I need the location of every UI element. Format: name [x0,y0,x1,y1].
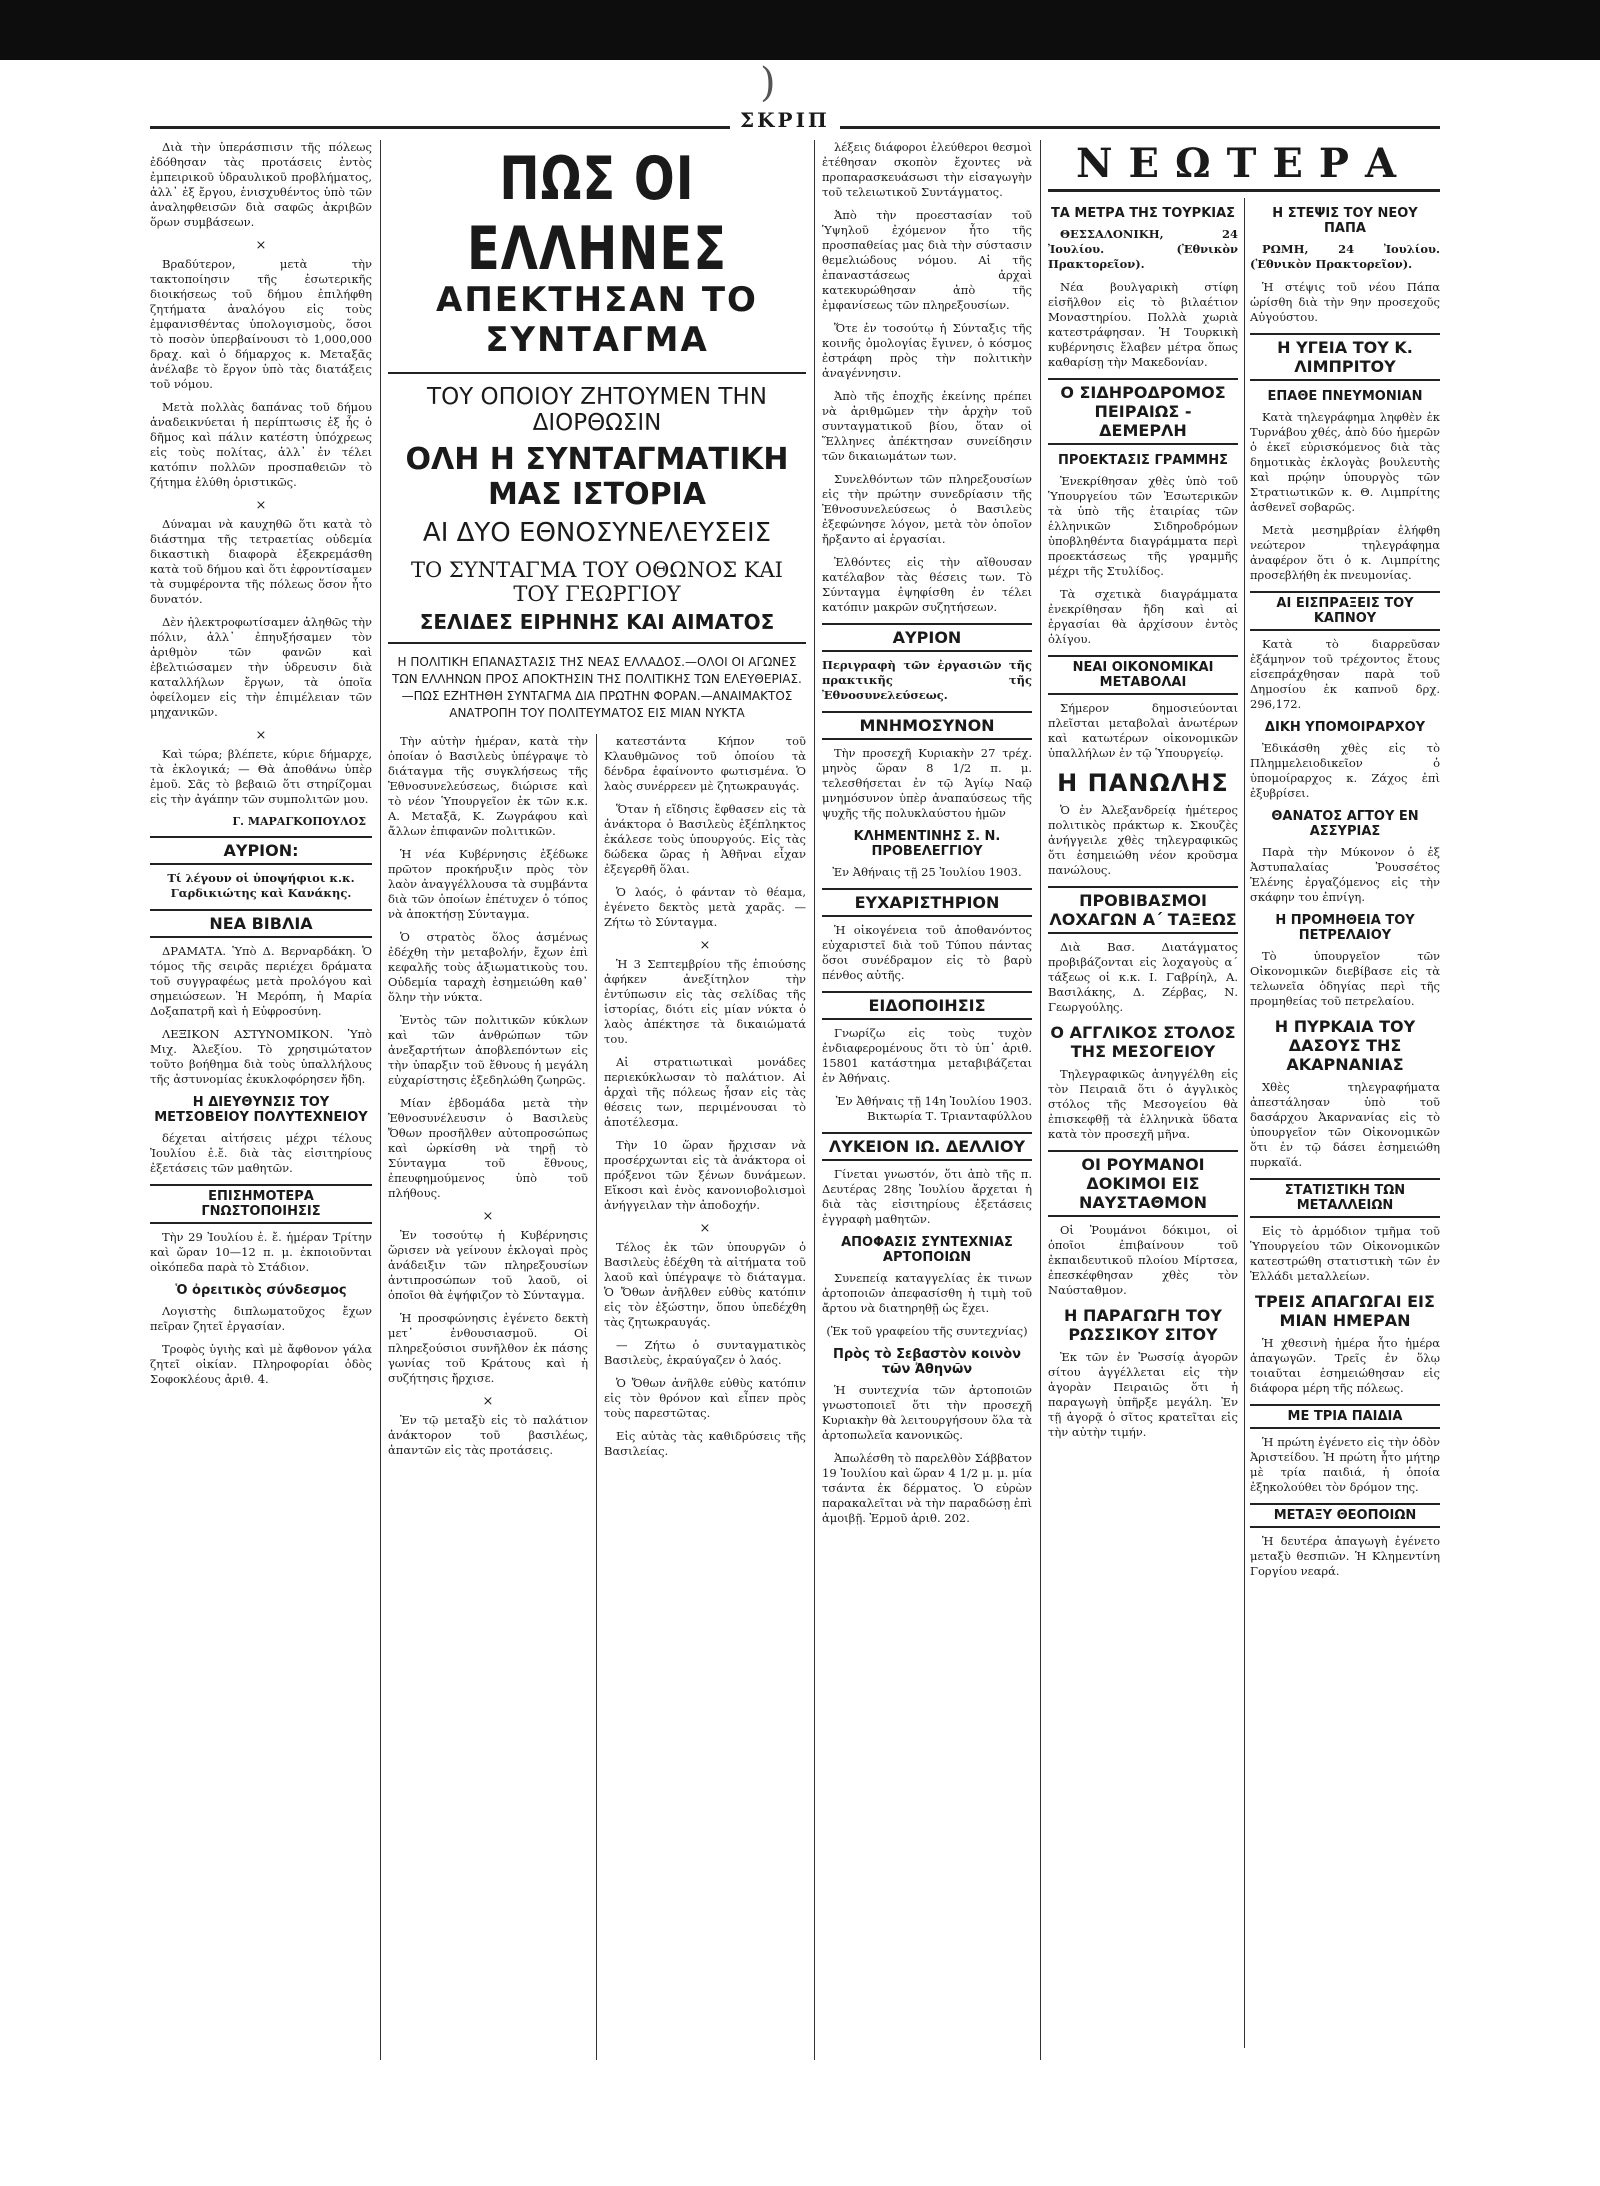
news-text: Ἡ πρώτη ἐγένετο εἰς τὴν ὁδὸν Ἀριστείδου. Ἡ πρώτη ἦτο μήτηρ μὲ τρία παιδιά, ἡ ὁποία ἐξηκολούθει τὸν δρόμον της. [1250,1435,1440,1494]
author-signature: Γ. ΜΑΡΑΓΚΟΠΟΥΛΟΣ [232,815,366,828]
new-books-heading: ΝΕΑ ΒΙΒΛΙΑ [150,909,372,938]
thanks-text: Ἡ οἰκογένεια τοῦ ἀποθανόντος εὐχαριστεῖ διὰ τοῦ Τύπου πάντας ὅσοι συνέδραμον εἰς τὸ βαρὺ πένθος αὐτῆς. [822,923,1032,982]
news-text: Νέα βουλγαρικὴ στίφη εἰσῆλθον εἰς τὸ βιλαέτιον Μοναστηρίου. Πολλὰ χωριὰ κατεστράφησαν. Ἡ Τουρκικὴ κυβέρνησις ἔλαβεν μέτρα ὅπως καθαρίσῃ τὴν Μακεδονίαν. [1048,280,1238,369]
news-subheading: ΜΕ ΤΡΙΑ ΠΑΙΔΙΑ [1250,1404,1440,1429]
news-text: Παρὰ τὴν Μύκονον ὁ ἐξ Ἀστυπαλαίας Ῥουσσέτος Ἐλένης ἐργαζόμενος εἰς τὴν σκάφην του ἐπνίγη. [1250,845,1440,904]
fold-mark: ) [760,60,776,106]
lost-item-ad: Ἀπωλέσθη τὸ παρελθὸν Σάββατον 19 Ἰουλίου καὶ ὥραν 4 1/2 μ. μ. μία τσάντα ἐκ δέρματος. Ὁ εὑρὼν παρακαλεῖται νὰ τὴν παραδώσῃ ἐπὶ ἀμοιβῇ. Ἑρμοῦ ἀριθ. 202. [822,1451,1032,1525]
bakers-public-text: Ἡ συντεχνία τῶν ἀρτοποιῶν γνωστοποιεῖ ὅτι τὴν προσεχῆ Κυριακὴν θὰ λειτουργήσουν ὅλα τὰ ἀρτοπωλεῖα κανονικῶς. [822,1383,1032,1442]
news-text: Χθὲς τηλεγραφήματα ἀπεστάλησαν ὑπὸ τοῦ δασάρχου Ἀκαρνανίας εἰς τὸ ὑπουργεῖον τῶν Οἰκονομικῶν ὅτι ἐν τῷ δάσει ἐσημειώθη πυρκαϊά. [1250,1080,1440,1169]
memorial-text: Τὴν προσεχῆ Κυριακὴν 27 τρέχ. μηνὸς ὥραν 8 1/2 π. μ. τελεσθήσεται ἐν τῷ Ἁγίῳ Ναῷ μνημόσυνον ὑπὲρ ἀναπαύσεως τῆς ψυχῆς τῆς πολυκλαύστου ἡμῶν [822,746,1032,820]
article-paragraph: Ὅτε ἐν τοσούτῳ ἡ Σύνταξις τῆς κοινῆς ὁμολογίας ἔγινεν, ὁ κόσμος ἐστράφη πρὸς τὴν πολιτικὴν ἀναγέννησιν. [822,321,1032,380]
news-subheading: ΠΡΟΕΚΤΑΣΙΣ ΓΡΑΜΜΗΣ [1058,453,1228,468]
feature-column-right [604,734,806,1467]
news-heading: ΠΡΟΒΙΒΑΣΜΟΙ ΛΟΧΑΓΩΝ Α΄ ΤΑΞΕΩΣ [1048,886,1238,934]
article-paragraph: λέξεις διάφοροι ἐλεύθεροι θεσμοὶ ἐτέθησαν σκοπὸν ἔχοντες νὰ προπαρασκευάσωσι τὴν εἰσαγωγὴν τοῦ τελειωτικοῦ Συντάγματος. [822,140,1032,199]
news-heading: Ο ΑΓΓΛΙΚΟΣ ΣΤΟΛΟΣ ΤΗΣ ΜΕΣΟΓΕΙΟΥ [1050,1023,1236,1061]
separator-cross: × [255,728,267,743]
news-text: Τὸ ὑπουργεῖον τῶν Οἰκονομικῶν διεβίβασε εἰς τὰ τελωνεῖα ὁδηγίας περὶ τῆς προμηθείας τοῦ πετρελαίου. [1250,949,1440,1008]
news-text: Σήμερον δημοσιεύονται πλεῖσται μεταβολαὶ ἀνωτέρων καὶ κατωτέρων οἰκονομικῶν ὑπαλλήλων ἐν τῷ Ὑπουργείῳ. [1048,701,1238,760]
news-subheading: ΜΕΤΑΞΥ ΘΕΟΠΟΙΩΝ [1250,1503,1440,1528]
newspaper-name: ΣΚΡΙΠ [730,108,840,132]
thanks-heading: ΕΥΧΑΡΙΣΤΗΡΙΟΝ [822,888,1032,917]
headline-main: ΠΩΣ ΟΙ ΕΛΛΗΝΕΣ [466,144,727,284]
news-text: Τηλεγραφικῶς ἀνηγγέλθη εἰς τὸν Πειραιᾶ ὅτι ὁ ἀγγλικὸς στόλος τῆς Μεσογείου θὰ ἐπισκεφθῇ τὰ ἑλληνικὰ ὕδατα κατὰ τὸν προσεχῆ μῆνα. [1048,1067,1238,1141]
headline-subtitle: ΤΟΥ ΟΠΟΙΟΥ ΖΗΤΟΥΜΕΝ ΤΗΝ ΔΙΟΡΘΩΣΙΝ [388,372,806,436]
feature-body [388,734,806,2060]
news-text: Ὁ ἐν Ἀλεξανδρείᾳ ἡμέτερος πολιτικὸς πράκτωρ κ. Σκουζὲς ἀνήγγειλε χθὲς τηλεγραφικῶς ὅτι ἐσημειώθη νέον κροῦσμα πανώλους. [1048,803,1238,877]
separator-cross: × [482,1394,494,1409]
news-text: Κατὰ τὸ διαρρεῦσαν ἑξάμηνον τοῦ τρέχοντος ἔτους εἰσεπράχθησαν παρὰ τοῦ Δημοσίου ἐκ καπνοῦ δρχ. 296,172. [1250,637,1440,711]
column-1 [150,140,372,2060]
polytechnic-text: δέχεται αἰτήσεις μέχρι τέλους Ἰουλίου ἐ.ἔ. διὰ τὰς εἰσιτηρίους ἐξετάσεις τῶν μαθητῶν. [150,1131,372,1175]
news-heading: ΤΑ ΜΕΤΡΑ ΤΗΣ ΤΟΥΡΚΙΑΣ [1050,206,1236,221]
article-paragraph: Διὰ τὴν ὑπεράσπισιν τῆς πόλεως ἐδόθησαν τὰς προτάσεις ἐντὸς ἐμπειρικοῦ ὑδραυλικοῦ προβλήματος, ἀλλ᾽ ἐξ ἔργου, ἐνισχυθέντος ὑπὸ τῶν ἀναληφθεισῶν διὰ σαφῶς ἀκριβῶν ὅρων συμβάσεων. [150,140,372,229]
news-heading: ΘΑΝΑΤΟΣ ΑΓΤΟΥ ΕΝ ΑΣΣΥΡΙΑΣ [1271,809,1419,839]
feature-article [388,140,806,2060]
newspaper-page [150,140,1440,2060]
article-paragraph: Συνελθόντων τῶν πληρεξουσίων εἰς τὴν πρώτην συνεδρίασιν τῆς Ἐθνοσυνελεύσεως ὁ Βασιλεὺς ἐξεφώνησε λόγον, μετὰ τὸν ὁποῖον ἤρξαντο αἱ ἐργασίαι. [822,472,1032,546]
column-rule [1244,198,1245,2048]
article-paragraph: Αἱ στρατιωτικαὶ μονάδες περιεκύκλωσαν τὸ παλάτιον. Αἱ ἀρχαὶ τῆς πόλεως ἦσαν εἰς τὰς θέσεις των, περιμένουσαι τὸ ἀποτέλεσμα. [604,1055,806,1129]
news-heading: Η ΥΓΕΙΑ ΤΟΥ Κ. ΛΙΜΠΡΙΤΟΥ [1250,333,1440,381]
news-dateline: ΘΕΣΣΑΛΟΝΙΚΗ, 24 Ἰουλίου. (Ἐθνικὸν Πρακτορεῖον). [1048,227,1238,271]
article-paragraph: Δὲν ἠλεκτροφωτίσαμεν ἀληθῶς τὴν πόλιν, ἀλλ᾽ ἐπηυξήσαμεν τὸν ἀριθμὸν τῶν φανῶν καὶ ἐβελτιώσαμεν τὴν ὑδρευσιν διὰ καταλλήλων ἔργων, τὰ ὁποῖα ὀφείλομεν εἰς τὴν ἐπιμέλειαν τῶν μηχανικῶν. [150,615,372,719]
lyceum-heading: ΛΥΚΕΙΟΝ ΙΩ. ΔΕΛΛΙΟΥ [822,1132,1032,1161]
headline-subtitle: ΑΙ ΔΥΟ ΕΘΝΟΣΥΝΕΛΕΥΣΕΙΣ [422,518,772,548]
article-paragraph: Ἐντὸς τῶν πολιτικῶν κύκλων καὶ τῶν ἀνθρώπων τῶν ἀνεξαρτήτων ἀποβλεπόντων εἰς τὴν ὑπαρξιν τοῦ ἔθνους ἡ μεγάλη εὐχαρίστησις ἐξεδηλώθη ζωηρῶς. [388,1013,588,1087]
news-text: Ἐνεκρίθησαν χθὲς ὑπὸ τοῦ Ὑπουργείου τῶν Ἐσωτερικῶν τὰ ὑπὸ τῆς ἑταιρίας τῶν ἑλληνικῶν Σιδηροδρόμων ὑποβληθέντα διαγράμματα περὶ προεκτάσεως τῆς γραμμῆς μέχρι τῆς Στυλίδος. [1048,474,1238,578]
latest-news-column-left [1048,198,1238,1448]
news-heading: ΟΙ ΡΟΥΜΑΝΟΙ ΔΟΚΙΜΟΙ ΕΙΣ ΝΑΥΣΤΑΘΜΟΝ [1048,1150,1238,1217]
article-paragraph: Τὴν αὐτὴν ἡμέραν, κατὰ τὴν ὁποίαν ὁ Βασιλεὺς ὑπέγραψε τὸ διάταγμα τῆς συγκλήσεως τῆς Ἐθνοσυνελεύσεως, διώρισε καὶ τὸ νέον Ὑπουργεῖον ἐκ τῶν κ.κ. Α. Μεταξᾶ, Κ. Ζωγράφου καὶ ἄλλων ἐπιφανῶν πολιτικῶν. [388,734,588,838]
bakers-public-heading: Πρὸς τὸ Σεβαστὸν κοινὸν τῶν Ἀθηνῶν [832,1347,1022,1377]
bakers-heading: ΑΠΟΦΑΣΙΣ ΣΥΝΤΕΧΝΙΑΣ ΑΡΤΟΠΟΙΩΝ [841,1235,1013,1265]
feature-headline-block [388,144,806,722]
news-heading: Η ΠΡΟΜΗΘΕΙΑ ΤΟΥ ΠΕΤΡΕΛΑΙΟΥ [1275,913,1415,943]
article-paragraph: Ἐν τοσούτῳ ἡ Κυβέρνησις ὥρισεν νὰ γείνουν ἐκλογαὶ πρὸς ἀνάδειξιν τῶν πληρεξουσίων ἀντιπροσώπων τοῦ λαοῦ, οἱ ὁποῖοι θὰ ἐψήφιζον τὸ Σύνταγμα. [388,1228,588,1302]
article-paragraph: Μετὰ πολλὰς δαπάνας τοῦ δήμου ἀναδεικνύεται ἡ περίπτωσις ἐξ ἧς ὁ δῆμος καὶ πάλιν κατέστη ὑπόχρεως εἰς τοὺς πολίτας, ἀλλ᾽ ἐν τέλει κατόπιν πολλῶν προσπαθειῶν τὸ ζήτημα ἐλύθη ὁριστικῶς. [150,400,372,489]
news-text: Ἐκ τῶν ἐν Ῥωσσίᾳ ἀγορῶν σίτου ἀγγέλλεται εἰς τὴν ἀγορὰν Πειραιῶς ὅτι ἡ παραγωγὴ ὑπῆρξε μεγάλη. Ἐν τῇ ἀγορᾷ ὁ σῖτος κρατεῖται εἰς τὴν αὐτὴν τιμήν. [1048,1350,1238,1439]
tomorrow-text: Τί λέγουν οἱ ὑποψήφιοι κ.κ. Γαρδικιώτης καὶ Κανάκης. [167,871,355,900]
article-paragraph: Εἰς αὐτὰς τὰς καθιδρύσεις τῆς Βασιλείας. [604,1429,806,1458]
article-paragraph: Ἐλθόντες εἰς τὴν αἴθουσαν κατέλαβον τὰς θέσεις των. Τὸ Σύνταγμα ἐψηφίσθη ἐν τέλει κατόπιν μακρῶν συζητήσεων. [822,555,1032,614]
announcement-text: Τὴν 29 Ἰουλίου ἐ. ἔ. ἡμέραν Τρίτην καὶ ὥραν 10—12 π. μ. ἐκποιοῦνται οἰκόπεδα παρὰ τὸ Στάδιον. [150,1230,372,1274]
article-paragraph: Τὴν 10 ὥραν ἤρχισαν νὰ προσέρχωνται εἰς τὰ ἀνάκτορα οἱ πρόξενοι τῶν ξένων δυνάμεων. Εἴκοσι καὶ ἑνὸς κανονιοβολισμοὶ ἀνήγγειλαν τὴν ἀποδοχήν. [604,1138,806,1212]
column-rule [1040,140,1041,2060]
article-paragraph: Βραδύτερον, μετὰ τὴν τακτοποίησιν τῆς ἐσωτερικῆς διοικήσεως τοῦ δήμου ἐπιλήφθη ζητήματα ἀναλόγου εἰς τοὺς ἐμφανισθέντας ὑπολογισμοὺς, ὅσοι τὸ ποσὸν ὑπερβαίνουσι τὸ 1,000,000 δραχ. καὶ ὁ δήμαρχος κ. Μεταξᾶς ἀνέλαβε τὸ ἔργον ὑπὸ τὰς διατάξεις τοῦ νόμου. [150,257,372,391]
news-heading: ΑΙ ΕΙΣΠΡΑΞΕΙΣ ΤΟΥ ΚΑΠΝΟΥ [1250,591,1440,631]
notice-signature: Ἐν Ἀθήναις τῇ 14η Ἰουλίου 1903. Βικτωρία Τ. Τριανταφύλλου [835,1094,1032,1123]
latest-news-section [1048,140,1440,2060]
bakers-text: Συνεπείᾳ καταγγελίας ἐκ τινων ἀρτοποιῶν ἀπεφασίσθη ἡ τιμὴ τοῦ ἄρτου νὰ διατηρηθῇ ὡς ἔχει. [822,1271,1032,1315]
column-rule [380,140,381,2060]
notice-text: Γνωρίζω εἰς τοὺς τυχὸν ἐνδιαφερομένους ὅτι τὸ ὑπ᾽ ἀριθ. 15801 κατάστημα μεταβιβάζεται ἐν Ἀθήναις. [822,1026,1032,1085]
latest-news-column-right [1250,198,1440,1587]
announcement-heading: ΕΠΙΣΗΜΟΤΕΡΑ ΓΝΩΣΤΟΠΟΙΗΣΙΣ [150,1184,372,1224]
article-paragraph: Καὶ τώρα; βλέπετε, κύριε δήμαρχε, τὰ ἐκλογικά; — Θὰ ἀποθάνω ὑπὲρ ἐμοῦ. Σᾶς τὸ βεβαιῶ ὅτι στηρίζομαι εἰς τὴν ἀγάπην τῶν συμπολιτῶν μου. [150,747,372,806]
article-paragraph: Τέλος ἐκ τῶν ὑπουργῶν ὁ Βασιλεὺς ἐδέχθη τὰ αἰτήματα τοῦ λαοῦ καὶ ὑπέγραψε τὸ διάταγμα. Ὁ Ὄθων ἀνῆλθεν εὐθὺς κατόπιν εἰς τὸν ἐξώστην, ὅπου ὑπεδέχθη τὰς ζητωκραυγάς. [604,1240,806,1329]
news-heading: Η ΠΑΝΩΛΗΣ [1057,769,1229,797]
article-paragraph: Ὁ Ὄθων ἀνῆλθε εὐθὺς κατόπιν εἰς τὸν θρόνον καὶ εἶπεν πρὸς τοὺς παρεστῶτας. [604,1376,806,1420]
news-heading: Ο ΣΙΔΗΡΟΔΡΟΜΟΣ ΠΕΙΡΑΙΩΣ - ΔΕΜΕΡΛΗ [1048,378,1238,445]
memorial-heading: ΜΝΗΜΟΣΥΝΟΝ [822,711,1032,740]
article-paragraph: Ὁ στρατὸς ὅλος ἀσμένως ἐδέχθη τὴν μεταβολήν, ἔχων ἐπὶ κεφαλῆς τοὺς ἀξιωματικοὺς του. Οὐδεμία ταραχὴ ἐσημειώθη καθ᾽ ὅλην τὴν νύκτα. [388,930,588,1004]
article-paragraph: — Ζήτω ὁ συνταγματικὸς Βασιλεὺς, ἐκραύγαζεν ὁ λαός. [604,1338,806,1367]
feature-column-left [388,734,588,1466]
headline-summary: Η ΠΟΛΙΤΙΚΗ ΕΠΑΝΑΣΤΑΣΙΣ ΤΗΣ ΝΕΑΣ ΕΛΛΑΔΟΣ.—ΟΛΟΙ ΟΙ ΑΓΩΝΕΣ ΤΩΝ ΕΛΛΗΝΩΝ ΠΡΟΣ ΑΠΟΚΤΗΣΙΝ ΤΗΣ ΠΟΛΙΤΙΚΗΣ ΤΩΝ ΕΛΕΥΘΕΡΙΑΣ.—ΠΩΣ ΕΖΗΤΗΘΗ ΣΥΝΤΑΓΜΑ ΔΙΑ ΠΡΩΤΗΝ ΦΟΡΑΝ.—ΑΝΑΙΜΑΚΤΟΣ ΑΝΑΤΡΟΠΗ ΤΟΥ ΠΟΛΙΤΕΥΜΑΤΟΣ ΕΙΣ ΜΙΑΝ ΝΥΚΤΑ [392,655,802,720]
notice-heading: ΕΙΔΟΠΟΙΗΣΙΣ [822,991,1032,1020]
news-heading: Η ΠΥΡΚΑΙΑ ΤΟΥ ΔΑΣΟΥΣ ΤΗΣ ΑΚΑΡΝΑΝΙΑΣ [1274,1017,1416,1074]
small-ad: Λογιστὴς διπλωματοῦχος ἔχων πεῖραν ζητεῖ ἐργασίαν. [150,1304,372,1333]
news-heading: ΤΡΕΙΣ ΑΠΑΓΩΓΑΙ ΕΙΣ ΜΙΑΝ ΗΜΕΡΑΝ [1255,1292,1435,1330]
bakers-note: (Ἐκ τοῦ γραφείου τῆς συντεχνίας) [826,1324,1028,1338]
news-subheading: ΕΠΑΘΕ ΠΝΕΥΜΟΝΙΑΝ [1267,389,1423,404]
column-rule [814,140,815,2060]
headline-subtitle: ΤΟ ΣΥΝΤΑΓΜΑ ΤΟΥ ΟΘΩΝΟΣ ΚΑΙ ΤΟΥ ΓΕΩΡΓΙΟΥ [411,558,783,606]
column-rule [596,734,597,2060]
article-paragraph: Μίαν ἑβδομάδα μετὰ τὴν Ἐθνοσυνέλευσιν ὁ Βασιλεὺς Ὄθων προσῆλθεν αὐτοπροσώπως καὶ ὡρκίσθη νὰ τηρῇ τὸ Σύνταγμα τοῦ ἔθνους, ἐπευφημούμενος ὑπὸ τοῦ πλήθους. [388,1096,588,1200]
article-paragraph: κατεστάντα Κήπον τοῦ Κλαυθμῶνος τοῦ ὁποίου τὰ δένδρα ἐφαίνοντο φωτισμένα. Ὁ λαὸς συνέρρεεν μὲ ζητωκραυγάς. [604,734,806,793]
memorial-name: ΚΛΗΜΕΝΤΙΝΗΣ Σ. Ν. ΠΡΟΒΕΛΕΓΓΙΟΥ [853,829,1001,859]
latest-news-body [1048,198,1440,2048]
separator-cross: × [255,498,267,513]
news-text: Διὰ Βασ. Διατάγματος προβιβάζονται εἰς λοχαγοὺς α΄ τάξεως οἱ κ.κ. Ι. Γαβρίηλ, Α. Βασιλάκης, Δ. Ζέρβας, Ν. Γεωργούλης. [1048,940,1238,1014]
separator-cross: × [699,1221,711,1236]
column-4 [822,140,1032,2060]
article-paragraph: Ἀπὸ τὴν προεστασίαν τοῦ Ὑψηλοῦ ἐχόμενον ἦτο τῆς προσπαθείας μας διὰ τὴν σύστασιν θεμελιώδους νόμου. Αἱ τῆς ἐπαναστάσεως ἀρχαὶ κατεκυρώθησαν ἀπὸ τῆς ἐμφανίσεως τῶν πληρεξουσίων. [822,208,1032,312]
book-review: ΛΕΞΙΚΟΝ ΑΣΤΥΝΟΜΙΚΟΝ. Ὑπὸ Μιχ. Ἀλεξίου. Τὸ χρησιμώτατον τοῦτο βοήθημα διὰ τοὺς ὑπαλλήλους τῆς ἀστυνομίας ἐκυκλοφόρησεν ἤδη. [150,1027,372,1086]
memorial-date: Ἐν Ἀθήναις τῇ 25 Ἰουλίου 1903. [832,865,1022,879]
article-paragraph: Δύναμαι νὰ καυχηθῶ ὅτι κατὰ τὸ διάστημα τῆς τετραετίας οὐδεμία δικαστικὴ διαφορὰ ἐξεκρεμάσθη κατὰ τοῦ δήμου καὶ ὅτι ἐφροντίσαμεν τὰ συμφέροντα τῆς πόλεως ὅσον ἦτο δυνατόν. [150,517,372,606]
news-text: Κατὰ τηλεγράφημα ληφθὲν ἐκ Τυρνάβου χθές, ἀπὸ δύο ἡμερῶν ὁ ἐκεῖ εὑρισκόμενος διὰ τὰς δημοτικὰς ἐκλογὰς βουλευτὴς καὶ πρῴην ὑπουργὸς τῶν Στρατιωτικῶν κ. Θ. Λιμπρίτης ἀσθενεῖ σοβαρῶς. [1250,410,1440,514]
news-heading: ΣΤΑΤΙΣΤΙΚΗ ΤΩΝ ΜΕΤΑΛΛΕΙΩΝ [1250,1178,1440,1218]
tomorrow-heading: ΑΥΡΙΟΝ: [150,836,372,865]
scan-top-edge [0,0,1600,60]
article-paragraph: Ἀπὸ τῆς ἐποχῆς ἐκείνης πρέπει νὰ ἀριθμῶμεν τὴν ἀρχὴν τοῦ συνταγματικοῦ βίου, ὅταν οἱ Ἕλληνες ἀπέκτησαν συνείδησιν τῶν δικαιωμάτων των. [822,389,1032,463]
polytechnic-heading: Η ΔΙΕΥΘΥΝΣΙΣ ΤΟΥ ΜΕΤΣΟΒΕΙΟΥ ΠΟΛΥΤΕΧΝΕΙΟΥ [154,1095,368,1125]
news-text: Ἐδικάσθη χθὲς εἰς τὸ Πλημμελειοδικεῖον ὁ ὑπομοίραρχος κ. Ζάχος ἐπὶ ἐξυβρίσει. [1250,741,1440,800]
article-paragraph: Ὅταν ἡ εἴδησις ἔφθασεν εἰς τὰ ἀνάκτορα ὁ Βασιλεὺς ἐξέπληκτος ἐκάλεσε τοὺς ὑπουργούς. Εἰς τὰς δώδεκα ὥρας ἡ Ἀθῆναι εἶχαν ἐξεγερθῆ ὅλαι. [604,802,806,876]
headline-subtitle: ΣΕΛΙΔΕΣ ΕΙΡΗΝΗΣ ΚΑΙ ΑΙΜΑΤΟΣ [388,610,806,644]
separator-cross: × [482,1209,494,1224]
article-paragraph: Ἐν τῷ μεταξὺ εἰς τὸ παλάτιον ἀνάκτορον τοῦ βασιλέως, ἀπαντῶν εἰς τὰς προτάσεις. [388,1413,588,1457]
lyceum-text: Γίνεται γνωστόν, ὅτι ἀπὸ τῆς π. Δευτέρας 28ης Ἰουλίου ἄρχεται ἡ διὰ τὰς εἰσιτηρίους ἐξετάσεις ἐγγραφὴ μαθητῶν. [822,1167,1032,1226]
news-text: Τὰ σχετικὰ διαγράμματα ἐνεκρίθησαν ἤδη καὶ αἱ ἐργασίαι θὰ ἀρχίσουν ἐντὸς ὀλίγου. [1048,587,1238,646]
tomorrow-heading: ΑΥΡΙΟΝ [822,623,1032,652]
masthead [150,108,1440,134]
book-review: ΔΡΑΜΑΤΑ. Ὑπὸ Δ. Βερναρδάκη. Ὁ τόμος τῆς σειρᾶς περιέχει δράματα τοῦ συγγραφέως μετὰ προλόγου καὶ σημειώσεων. Ἡ Μερόπη, ἡ Μαρία Δοξαπατρῆ καὶ ἡ Εὐφροσύνη. [150,944,372,1018]
headline-subtitle: ΟΛΗ Η ΣΥΝΤΑΓΜΑΤΙΚΗ ΜΑΣ ΙΣΤΟΡΙΑ [405,442,789,512]
separator-cross: × [255,238,267,253]
news-text: Ἡ χθεσινὴ ἡμέρα ἦτο ἡμέρα ἁπαγωγῶν. Τρεῖς ἐν ὅλῳ τοιαῦται ἐσημειώθησαν εἰς διάφορα μέρη τῆς πόλεως. [1250,1336,1440,1395]
news-text: Μετὰ μεσημβρίαν ἐλήφθη νεώτερον τηλεγράφημα ἀναφέρον ὅτι ὁ κ. Λιμπρίτης προσεβλήθη ἐκ πνευμονίας. [1250,523,1440,582]
news-heading: Η ΠΑΡΑΓΩΓΗ ΤΟΥ ΡΩΣΣΙΚΟΥ ΣΙΤΟΥ [1064,1306,1222,1344]
article-paragraph: Ὁ λαός, ὁ φάνταν τὸ θέαμα, ἐγένετο δεκτὸς μετὰ χαρᾶς. — Ζήτω τὸ Σύνταγμα. [604,885,806,929]
news-text: Εἰς τὸ ἀρμόδιον τμῆμα τοῦ Ὑπουργείου τῶν Οἰκονομικῶν κατεστρώθη στατιστικὴ τῶν ἐν Ἑλλάδι μεταλλείων. [1250,1224,1440,1283]
small-ad-heading: Ὁ ὀρειτικὸς σύνδεσμος [175,1283,347,1298]
headline-secondary: ΑΠΕΚΤΗΣΑΝ ΤΟ ΣΥΝΤΑΓΜΑ [436,280,758,360]
news-text: Οἱ Ῥουμάνοι δόκιμοι, οἱ ὁποῖοι ἐπιβαίνουν τοῦ ἐκπαιδευτικοῦ πλοίου Μίρτσεα, ἐπεσκέφθησαν χθὲς τὸν Ναύσταθμον. [1048,1223,1238,1297]
article-paragraph: Ἡ 3 Σεπτεμβρίου τῆς ἐπιούσης ἀφήκεν ἀνεξίτηλον τὴν ἐντύπωσιν εἰς τὰς σελίδας τῆς ἱστορίας, διότι εἰς μίαν νύκτα ὁ λαὸς ἀπέκτησε τὰ δικαιώματά του. [604,957,806,1046]
tomorrow-text: Περιγραφὴ τῶν ἐργασιῶν τῆς πρακτικῆς τῆς Ἐθνοσυνελεύσεως. [822,658,1032,702]
news-heading: ΝΕΑΙ ΟΙΚΟΝΟΜΙΚΑΙ ΜΕΤΑΒΟΛΑΙ [1048,655,1238,695]
news-dateline: ΡΩΜΗ, 24 Ἰουλίου. (Ἐθνικὸν Πρακτορεῖον). [1250,242,1440,271]
latest-news-title: ΝΕΩΤΕΡΑ [1048,140,1440,192]
separator-cross: × [699,938,711,953]
news-heading: ΔΙΚΗ ΥΠΟΜΟΙΡΑΡΧΟΥ [1264,720,1426,735]
small-ad: Τροφὸς ὑγιὴς καὶ μὲ ἄφθονον γάλα ζητεῖ οἰκίαν. Πληροφορίαι ὁδὸς Σοφοκλέους ἀριθ. 4. [150,1342,372,1386]
news-text: Ἡ στέψις τοῦ νέου Πάπα ὡρίσθη διὰ τὴν 9ην προσεχοῦς Αὐγούστου. [1250,280,1440,324]
article-paragraph: Ἡ νέα Κυβέρνησις ἐξέδωκε πρῶτον προκήρυξιν πρὸς τὸν λαὸν ἀναγγέλλουσα τὰ συμβάντα διὰ τῶν ὁποίων ἐπέτυχεν ὁ τόπος νὰ ἀποκτήσῃ Σύνταγμα. [388,847,588,921]
article-paragraph: Ἡ προσφώνησις ἐγένετο δεκτὴ μετ᾽ ἐνθουσιασμοῦ. Οἱ πληρεξούσιοι συνῆλθον ἐκ πάσης γωνίας τοῦ Κράτους καὶ ἡ συζήτησις ἤρχισε. [388,1311,588,1385]
news-heading: Η ΣΤΕΨΙΣ ΤΟΥ ΝΕΟΥ ΠΑΠΑ [1272,206,1418,236]
news-text: Ἡ δευτέρα ἀπαγωγὴ ἐγένετο μεταξὺ θεσπιῶν. Ἡ Κλημεντίνη Γοργίου νεαρά. [1250,1534,1440,1578]
